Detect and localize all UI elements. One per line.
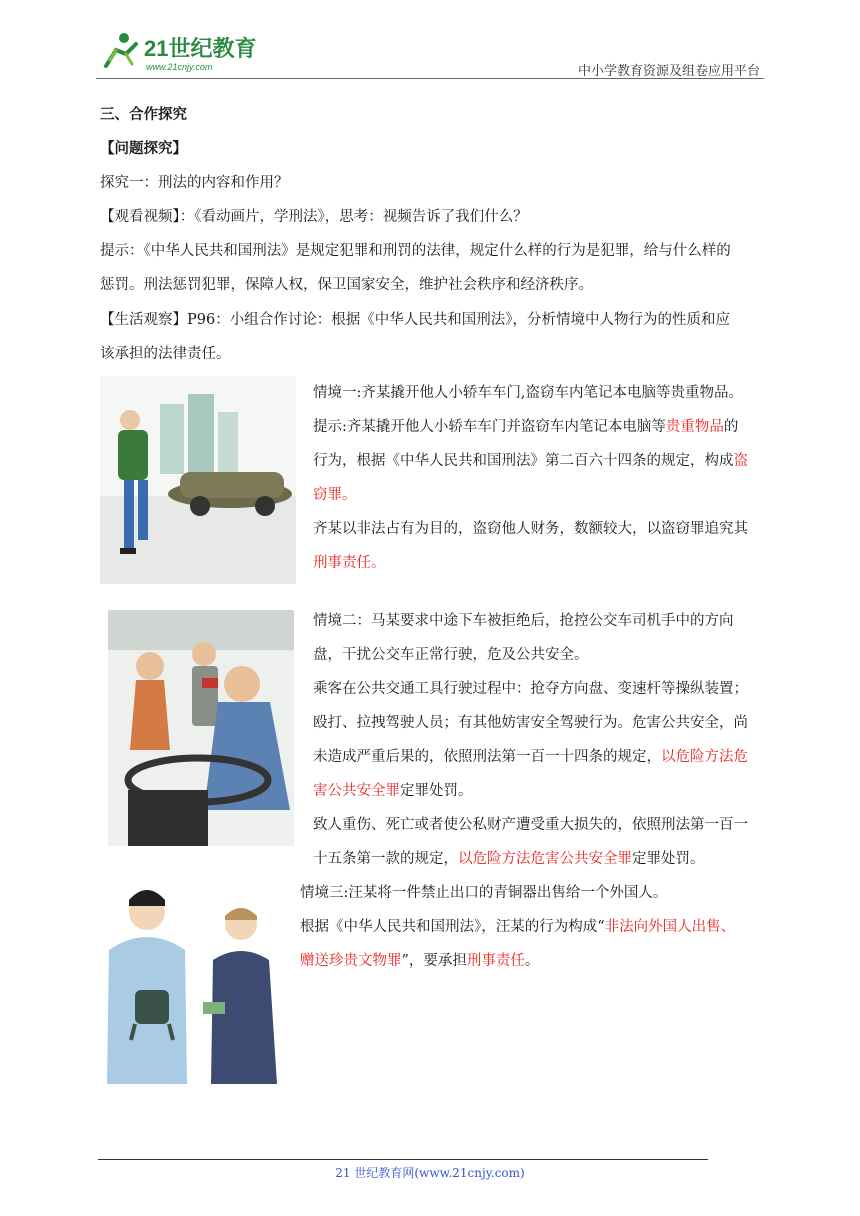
scene-two-l4: 殴打、拉拽驾驶人员；有其他妨害安全驾驶行为。危害公共安全，尚 — [313, 715, 748, 731]
highlight-relic-1: 非法向外国人出售、 — [604, 919, 736, 935]
scene-two-l1: 情境二：马某要求中途下车被拒绝后，抢控公交车司机手中的方向 — [313, 613, 734, 629]
footer-link[interactable]: 21 世纪教育网(www.21cnjy.com) — [335, 1166, 525, 1180]
scene-one-l3: 行为，根据《中华人民共和国刑法》第二百六十四条的规定，构成盗 — [313, 453, 748, 469]
scene-one-l6: 刑事责任。 — [313, 555, 386, 571]
scene-three-l3: 赠送珍贵文物罪”，要承担刑事责任。 — [300, 953, 540, 969]
hint-line-2: 惩罚。刑法惩罚犯罪，保障人权，保卫国家安全，维护社会秩序和经济秩序。 — [100, 277, 593, 293]
life-observe-line-1: 【生活观察】P96：小组合作讨论：根据《中华人民共和国刑法》，分析情境中人物行为的性质和应 — [100, 312, 730, 328]
scene-one-l1: 情境一:齐某撬开他人小轿车车门,盗窃车内笔记本电脑等贵重物品。 — [313, 385, 743, 401]
page-header — [96, 30, 764, 80]
highlight-danger-1: 以危险方法危 — [661, 749, 748, 765]
scene-three-illustration — [95, 880, 281, 1084]
scene-two-l7: 致人重伤、死亡或者使公私财产遭受重大损失的，依照刑法第一百一 — [313, 817, 748, 833]
scene-two-l3: 乘客在公共交通工具行驶过程中：抢夺方向盘、变速杆等操纵装置； — [313, 681, 748, 697]
video-prompt: 【观看视频】：《看动画片，学刑法》，思考：视频告诉了我们什么？ — [100, 209, 528, 225]
highlight-danger-3: 以危险方法危害公共安全罪 — [458, 851, 632, 867]
scene-two-l2: 盘，干扰公交车正常行驶，危及公共安全。 — [313, 647, 589, 663]
scene-two-l5: 未造成严重后果的，依照刑法第一百一十四条的规定，以危险方法危 — [313, 749, 748, 765]
highlight-relic-2: 赠送珍贵文物罪 — [300, 953, 402, 969]
highlight-liability: 刑事责任 — [466, 953, 525, 969]
scene-two-l6: 害公共安全罪定罪处罚。 — [313, 783, 473, 799]
scene-three-l1: 情境三:汪某将一件禁止出口的青铜器出售给一个外国人。 — [300, 885, 668, 901]
problem-title: 【问题探究】 — [100, 140, 187, 157]
platform-title: 中小学教育资源及组卷应用平台 — [577, 64, 760, 79]
footer-divider — [98, 1159, 708, 1160]
scene-one-illustration — [100, 376, 296, 584]
explore-one: 探究一：刑法的内容和作用？ — [100, 175, 289, 191]
highlight-theft-1: 盗 — [733, 453, 748, 469]
scene-three-l2: 根据《中华人民共和国刑法》，汪某的行为构成“非法向外国人出售、 — [300, 919, 736, 935]
scene-two-l8: 十五条第一款的规定，以危险方法危害公共安全罪定罪处罚。 — [313, 851, 705, 867]
scene-one-l2: 提示:齐某撬开他人小轿车车门并盗窃车内笔记本电脑等贵重物品的 — [313, 419, 739, 435]
section-title: 三、合作探究 — [100, 106, 187, 123]
logo — [96, 30, 266, 76]
svg-text:www.21cnjy.com: www.21cnjy.com — [146, 62, 213, 72]
scene-two-illustration — [108, 610, 294, 846]
life-observe-line-2: 该承担的法律责任。 — [100, 346, 231, 362]
scene-one-l5: 齐某以非法占有为目的，盗窃他人财务，数额较大，以盗窃罪追究其 — [313, 521, 748, 537]
highlight-valuables: 贵重物品 — [665, 419, 724, 435]
highlight-danger-2: 害公共安全罪 — [313, 783, 400, 799]
scene-one-l4: 窃罪。 — [313, 487, 357, 503]
hint-line-1: 提示：《中华人民共和国刑法》是规定犯罪和刑罚的法律，规定什么样的行为是犯罪，给与什么样的 — [100, 243, 731, 259]
svg-text:21世纪教育: 21世纪教育 — [144, 36, 257, 61]
header-divider — [96, 78, 764, 79]
